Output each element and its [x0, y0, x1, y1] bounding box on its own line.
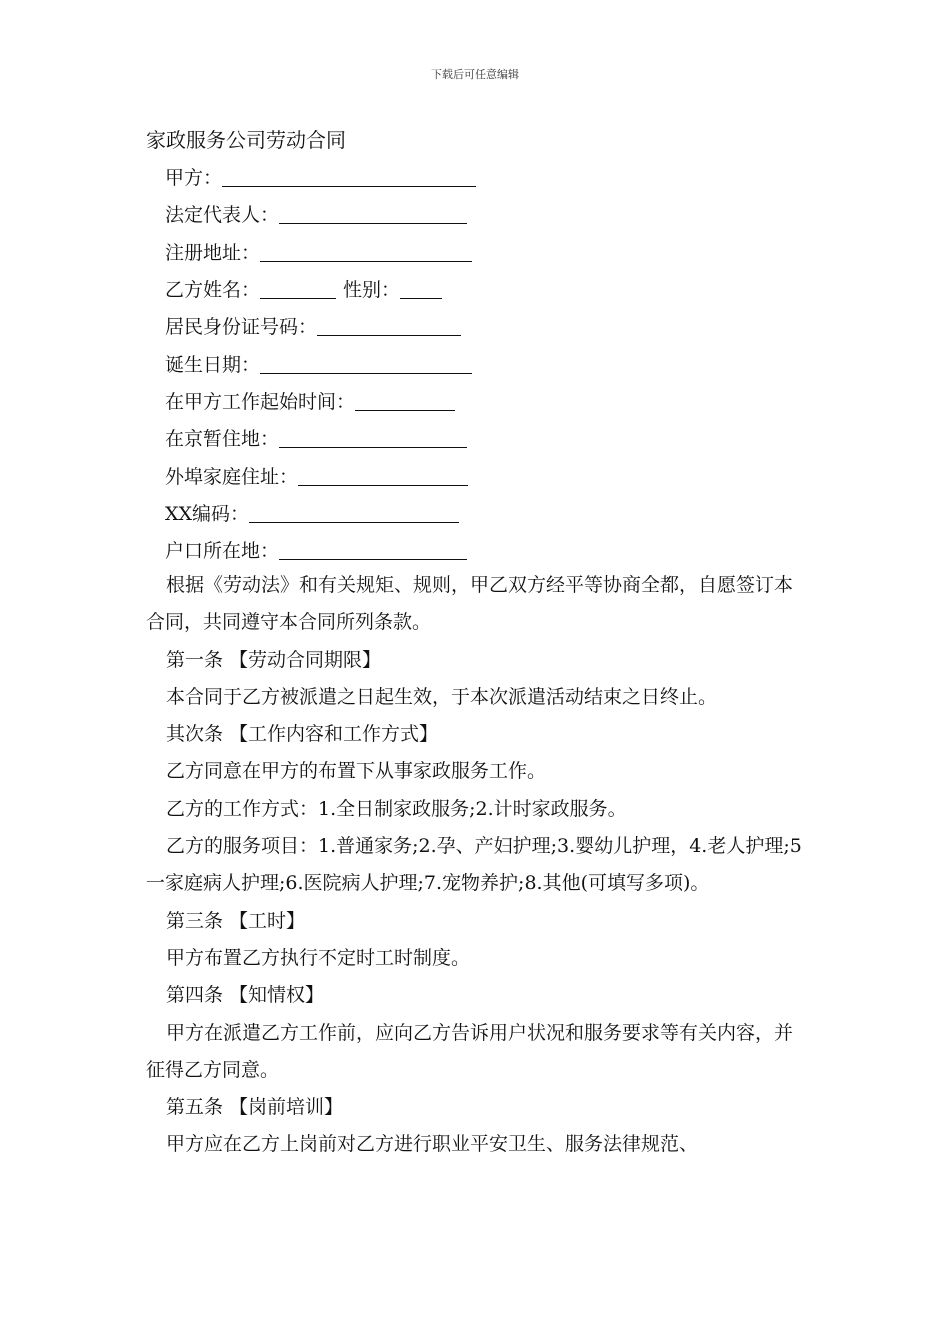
- paragraph: 甲方应在乙方上岗前对乙方进行职业平安卫生、服务法律规范、: [166, 1133, 699, 1156]
- field-label: 在甲方工作起始时间：: [165, 390, 356, 413]
- field-label: 诞生日期：: [165, 353, 261, 376]
- fill-in-blank[interactable]: [355, 390, 455, 411]
- contract-fields: [165, 158, 476, 568]
- paragraph: 本合同于乙方被派遣之日起生效，于本次派遣活动结束之日终止。: [166, 685, 718, 708]
- paragraph: 甲方在派遣乙方工作前，应向乙方告诉用户状况和服务要求等有关内容，并征得乙方同意。: [146, 1021, 794, 1081]
- article-heading: 第三条 【工时】: [166, 909, 306, 932]
- fill-in-blank[interactable]: [317, 315, 461, 336]
- fill-in-blank[interactable]: [400, 278, 442, 299]
- paragraph-preamble: 根据《劳动法》和有关规矩、规则，甲乙双方经平等协商全都，自愿签订本合同，共同遵守本合同所列条款。: [146, 574, 794, 634]
- fill-in-blank[interactable]: [279, 539, 467, 560]
- article-heading: 其次条 【工作内容和工作方式】: [166, 723, 439, 746]
- page-header-note: 下载后可任意编辑: [431, 68, 519, 81]
- paragraph: 乙方的服务项目：1.普通家务;2.孕、产妇护理;3.婴幼儿护理，4.老人护理;5一家庭病人护理;6.医院病人护理;7.宠物养护;8.其他(可填写多项)。: [146, 835, 802, 895]
- fill-in-blank[interactable]: [260, 278, 336, 299]
- paragraph: 甲方布置乙方执行不定时工时制度。: [166, 946, 471, 969]
- field-hukou: [165, 531, 476, 568]
- field-label: 户口所在地：: [165, 540, 280, 563]
- field-label: 居民身份证号码：: [165, 316, 318, 339]
- field-label: 外埠家庭住址：: [165, 465, 299, 488]
- fill-in-blank[interactable]: [279, 203, 467, 224]
- fill-in-blank[interactable]: [279, 427, 467, 448]
- article-heading: 第一条 【劳动合同期限】: [166, 648, 382, 671]
- paragraph: 乙方的工作方式：1.全日制家政服务;2.计时家政服务。: [166, 797, 627, 820]
- contract-body: [146, 567, 806, 1164]
- fill-in-blank[interactable]: [260, 241, 472, 262]
- field-label-gender: 性别：: [343, 279, 401, 302]
- field-id-number: [165, 307, 476, 344]
- paragraph: 乙方同意在甲方的布置下从事家政服务工作。: [166, 760, 547, 783]
- field-label: 法定代表人：: [165, 204, 280, 227]
- field-start-time: [165, 382, 476, 419]
- document-title: 家政服务公司劳动合同: [146, 128, 346, 152]
- field-beijing-residence: [165, 419, 476, 456]
- field-birth-date: [165, 344, 476, 381]
- field-postal-code: [165, 494, 476, 531]
- field-registered-address: [165, 233, 476, 270]
- field-label: XX编码：: [165, 502, 250, 525]
- fill-in-blank[interactable]: [260, 353, 472, 374]
- fill-in-blank[interactable]: [222, 166, 476, 187]
- article-heading: 第五条 【岗前培训】: [166, 1096, 344, 1119]
- field-label: 甲方：: [165, 167, 223, 190]
- field-home-address: [165, 456, 476, 493]
- field-label: 在京暂住地：: [165, 428, 280, 451]
- field-party-a: [165, 158, 476, 195]
- field-label: 注册地址：: [165, 241, 261, 264]
- field-party-b-name-gender: [165, 270, 476, 307]
- field-legal-representative: [165, 195, 476, 232]
- field-label: 乙方姓名：: [165, 279, 261, 302]
- fill-in-blank[interactable]: [249, 502, 459, 523]
- fill-in-blank[interactable]: [298, 465, 468, 486]
- article-heading: 第四条 【知情权】: [166, 984, 325, 1007]
